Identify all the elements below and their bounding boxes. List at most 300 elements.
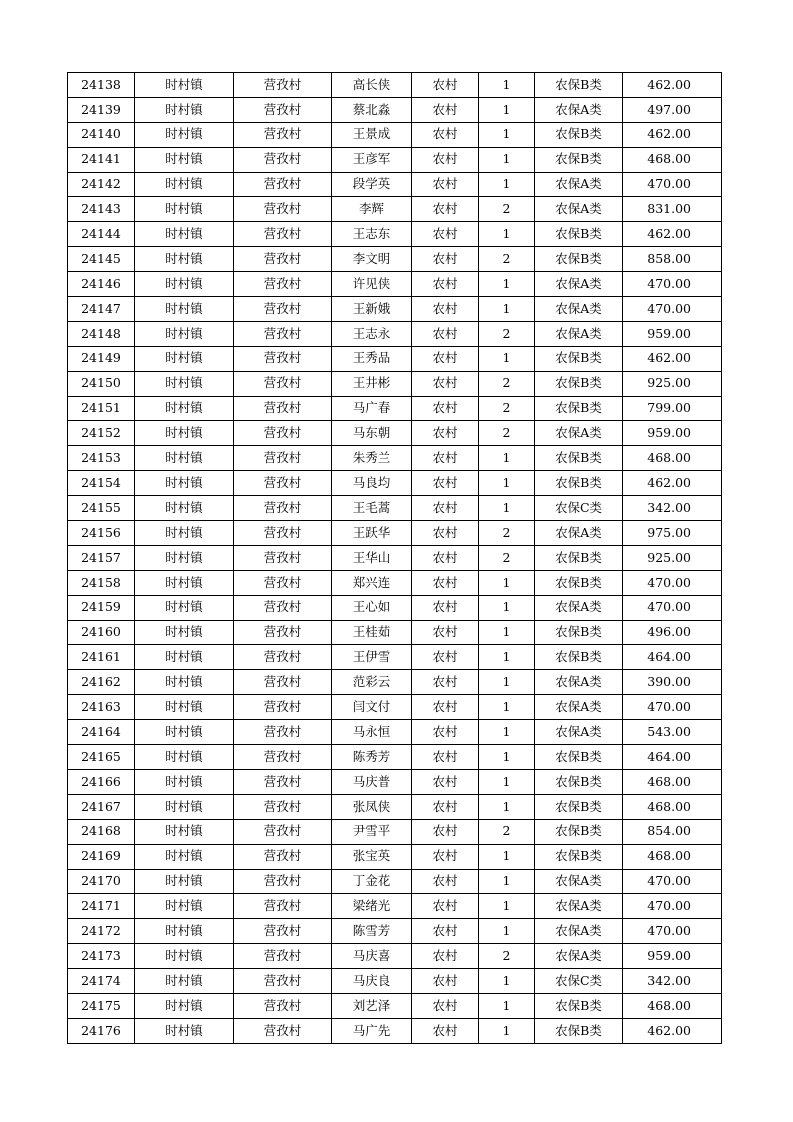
table-row — [68, 147, 722, 172]
category-cell: 农保A类 — [535, 97, 623, 122]
table-row — [68, 73, 722, 98]
table-body — [68, 73, 722, 1044]
table-row — [68, 919, 722, 944]
amount-cell: 464.00 — [623, 745, 722, 770]
town-cell: 时村镇 — [135, 595, 234, 620]
table-row — [68, 819, 722, 844]
record-id-cell: 24165 — [68, 745, 135, 770]
town-cell: 时村镇 — [135, 297, 234, 322]
amount-cell: 470.00 — [623, 570, 722, 595]
village-cell: 营孜村 — [234, 969, 332, 994]
record-id-cell: 24161 — [68, 645, 135, 670]
category-cell: 农保A类 — [535, 297, 623, 322]
household-count-cell: 1 — [479, 147, 535, 172]
household-count-cell: 1 — [479, 620, 535, 645]
town-cell: 时村镇 — [135, 993, 234, 1018]
amount-cell: 975.00 — [623, 521, 722, 546]
area-type-cell: 农村 — [412, 944, 479, 969]
record-id-cell: 24152 — [68, 421, 135, 446]
village-cell: 营孜村 — [234, 247, 332, 272]
area-type-cell: 农村 — [412, 720, 479, 745]
amount-cell: 959.00 — [623, 944, 722, 969]
town-cell: 时村镇 — [135, 844, 234, 869]
town-cell: 时村镇 — [135, 97, 234, 122]
amount-cell: 470.00 — [623, 894, 722, 919]
area-type-cell: 农村 — [412, 421, 479, 446]
record-id-cell: 24139 — [68, 97, 135, 122]
town-cell: 时村镇 — [135, 172, 234, 197]
table-row — [68, 396, 722, 421]
village-cell: 营孜村 — [234, 371, 332, 396]
table-row — [68, 695, 722, 720]
record-id-cell: 24169 — [68, 844, 135, 869]
name-cell: 闫文付 — [332, 695, 412, 720]
town-cell: 时村镇 — [135, 371, 234, 396]
category-cell: 农保B类 — [535, 545, 623, 570]
area-type-cell: 农村 — [412, 670, 479, 695]
record-id-cell: 24171 — [68, 894, 135, 919]
name-cell: 马广先 — [332, 1018, 412, 1043]
town-cell: 时村镇 — [135, 769, 234, 794]
area-type-cell: 农村 — [412, 73, 479, 98]
household-count-cell: 1 — [479, 670, 535, 695]
village-cell: 营孜村 — [234, 172, 332, 197]
amount-cell: 468.00 — [623, 844, 722, 869]
amount-cell: 390.00 — [623, 670, 722, 695]
category-cell: 农保A类 — [535, 421, 623, 446]
amount-cell: 543.00 — [623, 720, 722, 745]
area-type-cell: 农村 — [412, 172, 479, 197]
area-type-cell: 农村 — [412, 371, 479, 396]
village-cell: 营孜村 — [234, 570, 332, 595]
table-row — [68, 496, 722, 521]
household-count-cell: 1 — [479, 769, 535, 794]
category-cell: 农保A类 — [535, 197, 623, 222]
village-cell: 营孜村 — [234, 720, 332, 745]
amount-cell: 462.00 — [623, 73, 722, 98]
name-cell: 丁金花 — [332, 869, 412, 894]
category-cell: 农保B类 — [535, 570, 623, 595]
household-count-cell: 1 — [479, 869, 535, 894]
table-row — [68, 620, 722, 645]
amount-cell: 342.00 — [623, 969, 722, 994]
amount-cell: 496.00 — [623, 620, 722, 645]
town-cell: 时村镇 — [135, 919, 234, 944]
area-type-cell: 农村 — [412, 147, 479, 172]
town-cell: 时村镇 — [135, 122, 234, 147]
category-cell: 农保A类 — [535, 695, 623, 720]
record-id-cell: 24158 — [68, 570, 135, 595]
record-id-cell: 24160 — [68, 620, 135, 645]
table-row — [68, 471, 722, 496]
household-count-cell: 2 — [479, 321, 535, 346]
town-cell: 时村镇 — [135, 346, 234, 371]
record-id-cell: 24163 — [68, 695, 135, 720]
record-id-cell: 24155 — [68, 496, 135, 521]
village-cell: 营孜村 — [234, 545, 332, 570]
category-cell: 农保B类 — [535, 993, 623, 1018]
household-count-cell: 2 — [479, 371, 535, 396]
category-cell: 农保A类 — [535, 521, 623, 546]
town-cell: 时村镇 — [135, 496, 234, 521]
category-cell: 农保B类 — [535, 446, 623, 471]
table-row — [68, 944, 722, 969]
record-id-cell: 24149 — [68, 346, 135, 371]
category-cell: 农保A类 — [535, 172, 623, 197]
area-type-cell: 农村 — [412, 97, 479, 122]
town-cell: 时村镇 — [135, 272, 234, 297]
town-cell: 时村镇 — [135, 869, 234, 894]
amount-cell: 468.00 — [623, 769, 722, 794]
record-id-cell: 24154 — [68, 471, 135, 496]
table-row — [68, 1018, 722, 1043]
area-type-cell: 农村 — [412, 819, 479, 844]
table-row — [68, 172, 722, 197]
name-cell: 王井彬 — [332, 371, 412, 396]
town-cell: 时村镇 — [135, 197, 234, 222]
category-cell: 农保B类 — [535, 222, 623, 247]
area-type-cell: 农村 — [412, 122, 479, 147]
name-cell: 马庆普 — [332, 769, 412, 794]
name-cell: 王志永 — [332, 321, 412, 346]
amount-cell: 464.00 — [623, 645, 722, 670]
table-row — [68, 769, 722, 794]
household-count-cell: 1 — [479, 297, 535, 322]
household-count-cell: 2 — [479, 197, 535, 222]
amount-cell: 462.00 — [623, 1018, 722, 1043]
amount-cell: 470.00 — [623, 297, 722, 322]
area-type-cell: 农村 — [412, 769, 479, 794]
amount-cell: 470.00 — [623, 869, 722, 894]
name-cell: 王华山 — [332, 545, 412, 570]
table-row — [68, 297, 722, 322]
town-cell: 时村镇 — [135, 1018, 234, 1043]
household-count-cell: 2 — [479, 819, 535, 844]
household-count-cell: 1 — [479, 272, 535, 297]
town-cell: 时村镇 — [135, 670, 234, 695]
record-id-cell: 24167 — [68, 794, 135, 819]
area-type-cell: 农村 — [412, 595, 479, 620]
amount-cell: 959.00 — [623, 321, 722, 346]
town-cell: 时村镇 — [135, 471, 234, 496]
town-cell: 时村镇 — [135, 321, 234, 346]
household-count-cell: 1 — [479, 844, 535, 869]
category-cell: 农保A类 — [535, 919, 623, 944]
name-cell: 李辉 — [332, 197, 412, 222]
amount-cell: 342.00 — [623, 496, 722, 521]
name-cell: 王心如 — [332, 595, 412, 620]
category-cell: 农保A类 — [535, 869, 623, 894]
amount-cell: 468.00 — [623, 147, 722, 172]
category-cell: 农保B类 — [535, 73, 623, 98]
amount-cell: 470.00 — [623, 272, 722, 297]
area-type-cell: 农村 — [412, 645, 479, 670]
name-cell: 朱秀兰 — [332, 446, 412, 471]
town-cell: 时村镇 — [135, 222, 234, 247]
village-cell: 营孜村 — [234, 396, 332, 421]
amount-cell: 470.00 — [623, 919, 722, 944]
amount-cell: 799.00 — [623, 396, 722, 421]
village-cell: 营孜村 — [234, 297, 332, 322]
table-row — [68, 272, 722, 297]
name-cell: 刘艺泽 — [332, 993, 412, 1018]
village-cell: 营孜村 — [234, 446, 332, 471]
household-count-cell: 1 — [479, 645, 535, 670]
household-count-cell: 1 — [479, 595, 535, 620]
area-type-cell: 农村 — [412, 197, 479, 222]
household-count-cell: 2 — [479, 545, 535, 570]
category-cell: 农保A类 — [535, 670, 623, 695]
record-id-cell: 24157 — [68, 545, 135, 570]
category-cell: 农保B类 — [535, 247, 623, 272]
village-cell: 营孜村 — [234, 272, 332, 297]
name-cell: 段学英 — [332, 172, 412, 197]
town-cell: 时村镇 — [135, 745, 234, 770]
household-count-cell: 1 — [479, 695, 535, 720]
household-count-cell: 1 — [479, 97, 535, 122]
amount-cell: 925.00 — [623, 545, 722, 570]
area-type-cell: 农村 — [412, 297, 479, 322]
name-cell: 王秀品 — [332, 346, 412, 371]
category-cell: 农保B类 — [535, 794, 623, 819]
amount-cell: 470.00 — [623, 172, 722, 197]
record-id-cell: 24176 — [68, 1018, 135, 1043]
table-row — [68, 720, 722, 745]
record-id-cell: 24175 — [68, 993, 135, 1018]
village-cell: 营孜村 — [234, 769, 332, 794]
area-type-cell: 农村 — [412, 521, 479, 546]
record-id-cell: 24170 — [68, 869, 135, 894]
village-cell: 营孜村 — [234, 147, 332, 172]
household-count-cell: 1 — [479, 471, 535, 496]
record-id-cell: 24148 — [68, 321, 135, 346]
record-id-cell: 24153 — [68, 446, 135, 471]
household-count-cell: 2 — [479, 247, 535, 272]
village-cell: 营孜村 — [234, 620, 332, 645]
record-id-cell: 24144 — [68, 222, 135, 247]
name-cell: 马广春 — [332, 396, 412, 421]
name-cell: 张宝英 — [332, 844, 412, 869]
village-cell: 营孜村 — [234, 645, 332, 670]
table-row — [68, 446, 722, 471]
area-type-cell: 农村 — [412, 222, 479, 247]
record-id-cell: 24164 — [68, 720, 135, 745]
household-count-cell: 1 — [479, 346, 535, 371]
village-cell: 营孜村 — [234, 919, 332, 944]
village-cell: 营孜村 — [234, 471, 332, 496]
name-cell: 蔡北淼 — [332, 97, 412, 122]
category-cell: 农保B类 — [535, 620, 623, 645]
town-cell: 时村镇 — [135, 421, 234, 446]
name-cell: 王志东 — [332, 222, 412, 247]
category-cell: 农保B类 — [535, 1018, 623, 1043]
town-cell: 时村镇 — [135, 944, 234, 969]
table-row — [68, 222, 722, 247]
household-count-cell: 2 — [479, 944, 535, 969]
record-id-cell: 24143 — [68, 197, 135, 222]
household-count-cell: 1 — [479, 446, 535, 471]
name-cell: 马庆喜 — [332, 944, 412, 969]
village-cell: 营孜村 — [234, 894, 332, 919]
amount-cell: 925.00 — [623, 371, 722, 396]
name-cell: 王彦军 — [332, 147, 412, 172]
category-cell: 农保A类 — [535, 720, 623, 745]
name-cell: 范彩云 — [332, 670, 412, 695]
area-type-cell: 农村 — [412, 620, 479, 645]
village-cell: 营孜村 — [234, 695, 332, 720]
amount-cell: 470.00 — [623, 695, 722, 720]
area-type-cell: 农村 — [412, 745, 479, 770]
name-cell: 王跃华 — [332, 521, 412, 546]
area-type-cell: 农村 — [412, 396, 479, 421]
name-cell: 王桂茹 — [332, 620, 412, 645]
village-cell: 营孜村 — [234, 97, 332, 122]
name-cell: 许见侠 — [332, 272, 412, 297]
village-cell: 营孜村 — [234, 521, 332, 546]
household-count-cell: 1 — [479, 919, 535, 944]
category-cell: 农保B类 — [535, 346, 623, 371]
table-row — [68, 894, 722, 919]
area-type-cell: 农村 — [412, 969, 479, 994]
town-cell: 时村镇 — [135, 969, 234, 994]
area-type-cell: 农村 — [412, 919, 479, 944]
table-row — [68, 570, 722, 595]
amount-cell: 470.00 — [623, 595, 722, 620]
record-id-cell: 24156 — [68, 521, 135, 546]
household-count-cell: 1 — [479, 993, 535, 1018]
area-type-cell: 农村 — [412, 321, 479, 346]
village-cell: 营孜村 — [234, 346, 332, 371]
table-row — [68, 844, 722, 869]
category-cell: 农保A类 — [535, 894, 623, 919]
table-row — [68, 197, 722, 222]
area-type-cell: 农村 — [412, 570, 479, 595]
town-cell: 时村镇 — [135, 247, 234, 272]
household-count-cell: 1 — [479, 222, 535, 247]
amount-cell: 468.00 — [623, 993, 722, 1018]
record-id-cell: 24140 — [68, 122, 135, 147]
table-row — [68, 122, 722, 147]
town-cell: 时村镇 — [135, 396, 234, 421]
record-id-cell: 24145 — [68, 247, 135, 272]
household-count-cell: 1 — [479, 73, 535, 98]
table-row — [68, 670, 722, 695]
town-cell: 时村镇 — [135, 720, 234, 745]
name-cell: 高长侠 — [332, 73, 412, 98]
table-row — [68, 595, 722, 620]
amount-cell: 462.00 — [623, 471, 722, 496]
village-cell: 营孜村 — [234, 670, 332, 695]
table-row — [68, 321, 722, 346]
category-cell: 农保A类 — [535, 944, 623, 969]
town-cell: 时村镇 — [135, 794, 234, 819]
household-count-cell: 2 — [479, 521, 535, 546]
town-cell: 时村镇 — [135, 545, 234, 570]
village-cell: 营孜村 — [234, 321, 332, 346]
category-cell: 农保B类 — [535, 371, 623, 396]
amount-cell: 462.00 — [623, 122, 722, 147]
table-row — [68, 521, 722, 546]
area-type-cell: 农村 — [412, 446, 479, 471]
area-type-cell: 农村 — [412, 794, 479, 819]
table-row — [68, 346, 722, 371]
household-count-cell: 2 — [479, 396, 535, 421]
category-cell: 农保B类 — [535, 819, 623, 844]
category-cell: 农保C类 — [535, 969, 623, 994]
area-type-cell: 农村 — [412, 496, 479, 521]
area-type-cell: 农村 — [412, 247, 479, 272]
record-id-cell: 24142 — [68, 172, 135, 197]
household-count-cell: 1 — [479, 969, 535, 994]
village-cell: 营孜村 — [234, 993, 332, 1018]
town-cell: 时村镇 — [135, 570, 234, 595]
village-cell: 营孜村 — [234, 844, 332, 869]
amount-cell: 858.00 — [623, 247, 722, 272]
amount-cell: 462.00 — [623, 346, 722, 371]
table-row — [68, 247, 722, 272]
household-count-cell: 1 — [479, 570, 535, 595]
area-type-cell: 农村 — [412, 993, 479, 1018]
household-count-cell: 1 — [479, 496, 535, 521]
records-table — [67, 72, 722, 1044]
area-type-cell: 农村 — [412, 471, 479, 496]
village-cell: 营孜村 — [234, 869, 332, 894]
name-cell: 王毛蒿 — [332, 496, 412, 521]
amount-cell: 497.00 — [623, 97, 722, 122]
town-cell: 时村镇 — [135, 645, 234, 670]
town-cell: 时村镇 — [135, 521, 234, 546]
record-id-cell: 24147 — [68, 297, 135, 322]
category-cell: 农保A类 — [535, 272, 623, 297]
name-cell: 梁绪光 — [332, 894, 412, 919]
name-cell: 马庆良 — [332, 969, 412, 994]
record-id-cell: 24162 — [68, 670, 135, 695]
amount-cell: 959.00 — [623, 421, 722, 446]
household-count-cell: 1 — [479, 122, 535, 147]
town-cell: 时村镇 — [135, 620, 234, 645]
village-cell: 营孜村 — [234, 745, 332, 770]
town-cell: 时村镇 — [135, 819, 234, 844]
category-cell: 农保B类 — [535, 147, 623, 172]
area-type-cell: 农村 — [412, 1018, 479, 1043]
table-row — [68, 794, 722, 819]
table-row — [68, 421, 722, 446]
village-cell: 营孜村 — [234, 819, 332, 844]
category-cell: 农保B类 — [535, 645, 623, 670]
table-row — [68, 869, 722, 894]
amount-cell: 462.00 — [623, 222, 722, 247]
record-id-cell: 24173 — [68, 944, 135, 969]
name-cell: 尹雪平 — [332, 819, 412, 844]
record-id-cell: 24141 — [68, 147, 135, 172]
town-cell: 时村镇 — [135, 73, 234, 98]
category-cell: 农保B类 — [535, 745, 623, 770]
table-row — [68, 993, 722, 1018]
amount-cell: 468.00 — [623, 446, 722, 471]
name-cell: 马永恒 — [332, 720, 412, 745]
record-id-cell: 24172 — [68, 919, 135, 944]
village-cell: 营孜村 — [234, 421, 332, 446]
village-cell: 营孜村 — [234, 1018, 332, 1043]
village-cell: 营孜村 — [234, 794, 332, 819]
village-cell: 营孜村 — [234, 222, 332, 247]
name-cell: 王景成 — [332, 122, 412, 147]
village-cell: 营孜村 — [234, 496, 332, 521]
category-cell: 农保B类 — [535, 122, 623, 147]
name-cell: 郑兴连 — [332, 570, 412, 595]
village-cell: 营孜村 — [234, 197, 332, 222]
household-count-cell: 1 — [479, 720, 535, 745]
